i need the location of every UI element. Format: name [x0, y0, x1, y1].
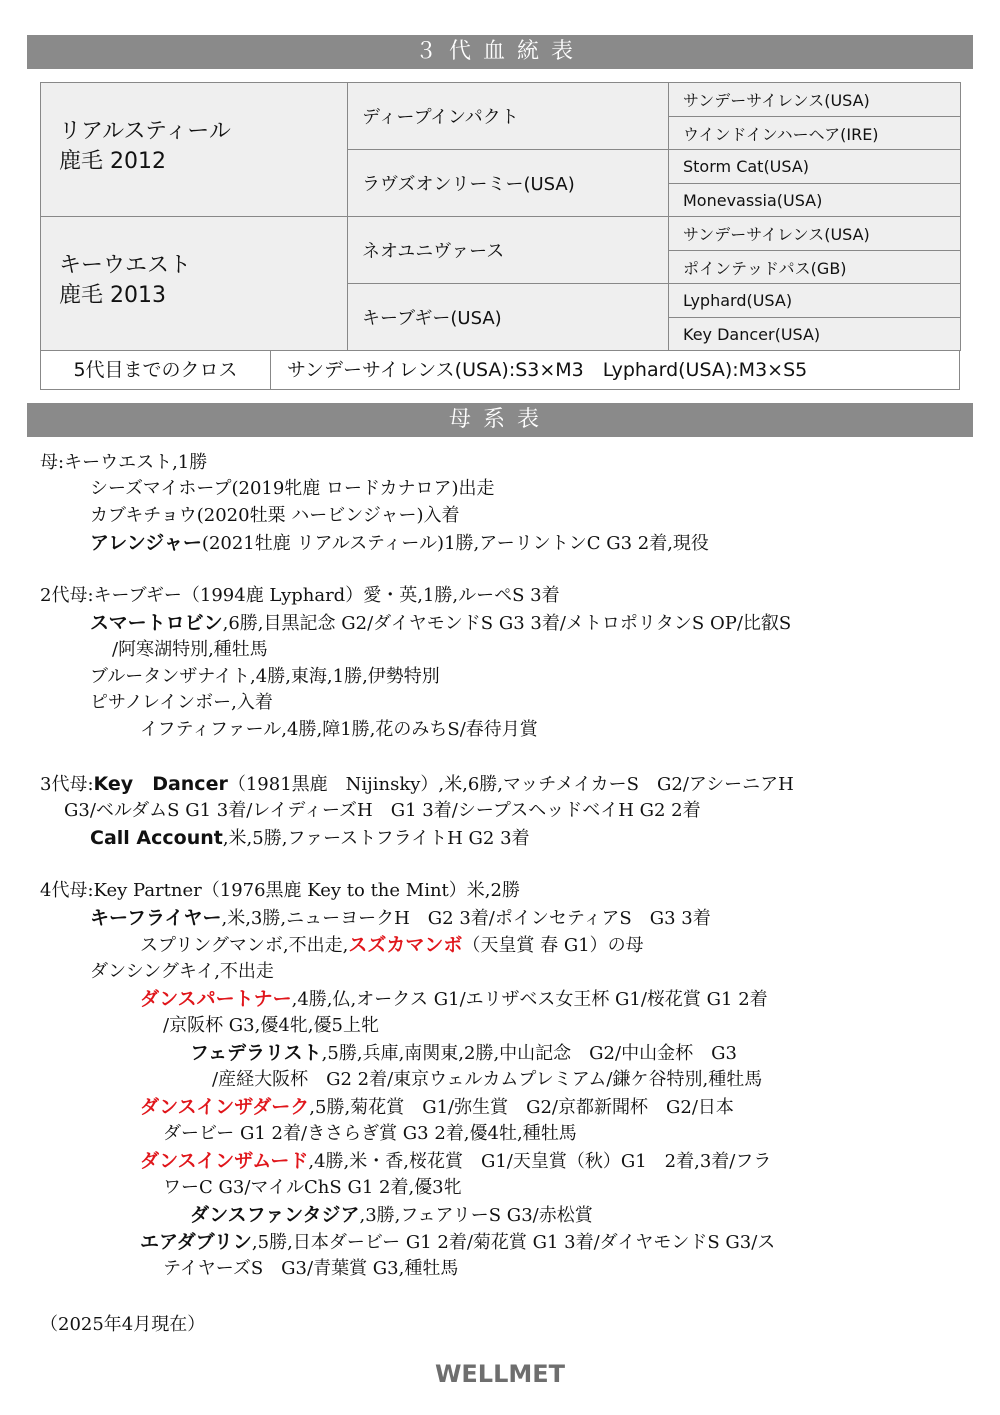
line-text: ,米,3勝,ニューヨークH G2 3着/ポインセティアS G3 3着 [221, 908, 711, 929]
line-text: ダービー G1 2着/きさらぎ賞 G3 2着,優4牡,種牡馬 [163, 1123, 577, 1144]
line-text: ,5勝,菊花賞 G1/弥生賞 G2/京都新聞杯 G2/日本 [309, 1097, 734, 1118]
sire-name: リアルスティール [59, 119, 231, 144]
sire-sire-cell [347, 82, 669, 150]
g3-cell [668, 216, 961, 251]
line-text: /阿寒湖特別,種牡馬 [112, 639, 268, 660]
family-line [40, 583, 970, 609]
horse-name: Call Account [90, 827, 223, 849]
dam-cell [40, 216, 348, 351]
family-line [90, 476, 1000, 502]
g3-cell [668, 82, 961, 117]
line-text: ブルータンザナイト,4勝,東海,1勝,伊勢特別 [90, 666, 440, 687]
horse-name: アレンジャー [90, 532, 202, 554]
line-text: ,5勝,兵庫,南関東,2勝,中山記念 G2/中山金杯 G3 [321, 1043, 737, 1064]
as-of-date: （2025年4月現在） [40, 1314, 206, 1335]
family-line [140, 1094, 1000, 1121]
line-text: (2021牡鹿 リアルスティール)1勝,アーリントンC G3 2着,現役 [201, 533, 709, 554]
horse-name: Key Dancer [93, 773, 228, 795]
line-text: 4代母:Key Partner（1976黒鹿 Key to the Mint）米,2勝 [40, 880, 520, 901]
sire-info: 鹿毛 2012 [59, 149, 166, 174]
family-line [112, 637, 1000, 663]
line-text: ,米,5勝,ファーストフライトH G2 3着 [222, 828, 530, 849]
family-line [212, 1067, 1000, 1093]
dam-sire-cell [347, 216, 669, 284]
g3-cell [668, 149, 961, 184]
sire-cell [40, 82, 348, 217]
line-text: ワーC G3/マイルChS G1 2着,優3牝 [163, 1177, 462, 1198]
line-text: 3代母: [40, 774, 94, 795]
horse-name: スズカマンボ [348, 934, 463, 956]
cross-label: 5代目までのクロス [41, 351, 271, 389]
family-line [163, 1175, 1000, 1201]
horse-name: エアダブリン [140, 1231, 252, 1253]
family-line [190, 1040, 1000, 1067]
family-line [40, 771, 970, 798]
dam-info: 鹿毛 2013 [59, 283, 166, 308]
dam-dam-cell [347, 283, 669, 351]
family-line [163, 1121, 1000, 1147]
line-text: ダンシングキイ,不出走 [90, 961, 274, 982]
sire-dam-name: ラヴズオンリーミー(USA) [362, 174, 575, 195]
line-text: /産経大阪杯 G2 2着/東京ウェルカムプレミアム/鎌ケ谷特別,種牡馬 [212, 1069, 763, 1090]
horse-name: ダンスインザダーク [140, 1096, 310, 1118]
family-line [140, 932, 1000, 959]
line-text: ,5勝,日本ダービー G1 2着/菊花賞 G1 3着/ダイヤモンドS G3/ス [251, 1232, 776, 1253]
line-text: ,3勝,フェアリーS G3/赤松賞 [359, 1205, 593, 1226]
family-line [140, 1229, 1000, 1256]
cross-value: サンデーサイレンス(USA):S3×M3 Lyphard(USA):M3×S5 [287, 359, 808, 381]
family-line [90, 664, 1000, 690]
family-line [40, 450, 970, 476]
horse-name: ダンスファンタジア [190, 1204, 360, 1226]
family-line [90, 530, 1000, 557]
family-line [190, 1202, 1000, 1229]
line-text: カブキチョウ(2020牡栗 ハービンジャー)入着 [90, 505, 460, 526]
sire-sire-name: ディープインパクト [362, 107, 519, 128]
family-line [90, 905, 1000, 932]
g3-name: サンデーサイレンス(USA) [683, 91, 870, 110]
line-text: G3/ベルダムS G1 3着/レイディーズH G1 3着/シープスヘッドベイH G2 2着 [64, 800, 701, 821]
line-text: /京阪杯 G3,優4牝,優5上牝 [163, 1015, 379, 1036]
line-text: テイヤーズS G3/青葉賞 G3,種牡馬 [163, 1258, 459, 1279]
family-line [90, 825, 1000, 852]
sire-dam-cell [347, 149, 669, 217]
g3-name: ポインテッドパス(GB) [683, 258, 847, 278]
cross-row [40, 350, 960, 390]
family-section-title: 母系表 [27, 403, 973, 437]
g3-cell [668, 116, 961, 151]
horse-name: スマートロビン [90, 612, 223, 634]
line-text: 2代母:キーブギー（1994鹿 Lyphard）愛・英,1勝,ルーペS 3着 [40, 585, 560, 606]
line-text: （1981黒鹿 Nijinsky）,米,6勝,マッチメイカーS G2/アシーニアH [227, 774, 794, 795]
family-line [40, 878, 970, 904]
pedigree-table [40, 82, 960, 350]
line-text: ,4勝,米・香,桜花賞 G1/天皇賞（秋）G1 2着,3着/フラ [308, 1151, 772, 1172]
line-text: スプリングマンボ,不出走, [140, 935, 349, 956]
family-line [90, 503, 1000, 529]
pedigree-section-title: ３代血統表 [27, 35, 973, 69]
g3-name: Key Dancer(USA) [683, 324, 821, 344]
dam-sire-name: ネオユニヴァース [362, 241, 505, 262]
family-line [90, 690, 1000, 716]
g3-cell [668, 183, 961, 217]
g3-name: サンデーサイレンス(USA) [683, 225, 870, 244]
family-line [64, 798, 994, 824]
g3-cell [668, 317, 961, 351]
horse-name: キーフライヤー [90, 907, 222, 929]
family-line [140, 986, 1000, 1013]
dam-dam-name: キーブギー(USA) [362, 308, 502, 329]
horse-name: ダンスインザムード [140, 1150, 309, 1172]
line-text: シーズマイホープ(2019牝鹿 ロードカナロア)出走 [90, 478, 495, 499]
horse-name: ダンスパートナー [140, 988, 292, 1010]
line-text: ,4勝,仏,オークス G1/エリザベス女王杯 G1/桜花賞 G1 2着 [291, 989, 768, 1010]
family-line [90, 959, 1000, 985]
g3-name: Monevassia(USA) [683, 190, 823, 210]
line-text: ,6勝,目黒記念 G2/ダイヤモンドS G3 3着/メトロポリタンS OP/比叡S [222, 613, 792, 634]
g3-name: Storm Cat(USA) [683, 157, 810, 176]
g3-name: ウインドインハーヘア(IRE) [683, 125, 879, 144]
g3-cell [668, 283, 961, 318]
line-text: 母:キーウエスト,1勝 [40, 452, 208, 473]
line-text: （天皇賞 春 G1）の母 [462, 935, 644, 956]
family-line [140, 717, 1000, 743]
family-line [163, 1013, 1000, 1039]
dam-name: キーウエスト [59, 253, 192, 278]
horse-name: フェデラリスト [190, 1042, 322, 1064]
g3-name: Lyphard(USA) [683, 291, 793, 310]
g3-cell [668, 250, 961, 284]
wellmet-logo: WELLMET [434, 1360, 566, 1388]
family-line [163, 1256, 1000, 1282]
line-text: ピサノレインボー,入着 [90, 692, 273, 713]
family-line [90, 610, 1000, 637]
line-text: イフティファール,4勝,障1勝,花のみちS/春待月賞 [140, 719, 538, 740]
family-line [140, 1148, 1000, 1175]
